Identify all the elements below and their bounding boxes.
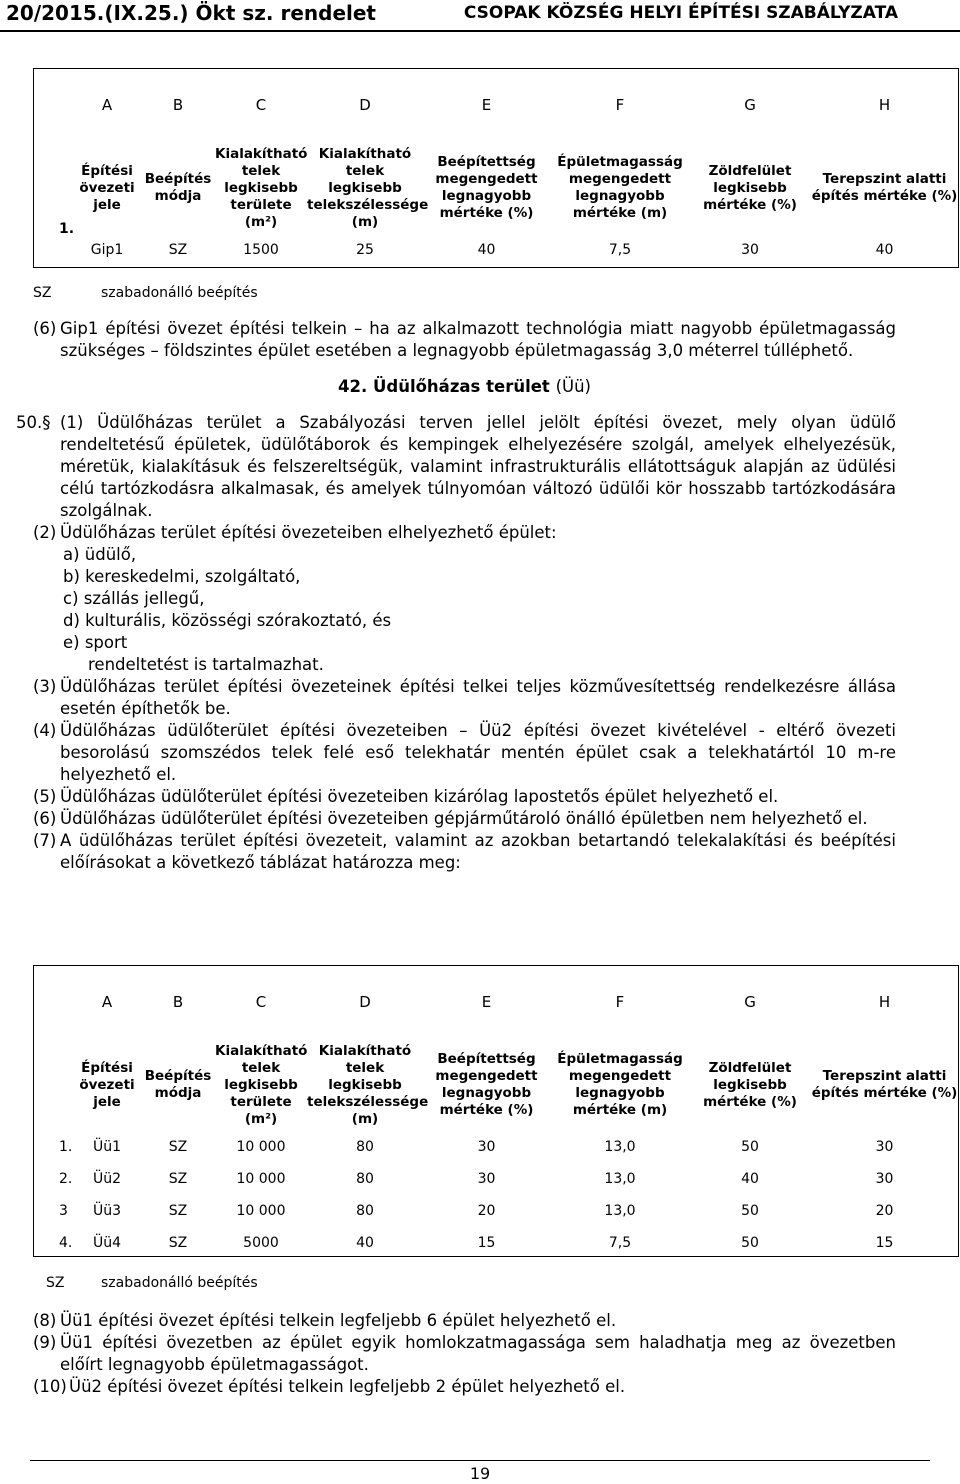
row-number: 3: [59, 1202, 68, 1219]
col-letter: E: [481, 95, 492, 114]
zoning-table-uu: [33, 965, 959, 1259]
table-row: [33, 1163, 959, 1195]
row-number: 4.: [59, 1234, 73, 1251]
paragraph-text: Üü2 építési övezet építési telkein legfeljebb 2 épület helyezhető el.: [69, 1377, 626, 1396]
table-cell: 13,0: [604, 1138, 636, 1155]
column-header: Építési övezeti jele: [79, 162, 135, 213]
col-letter: C: [255, 95, 267, 114]
table-cell: Gip1: [90, 241, 124, 258]
table-cell: 10 000: [236, 1170, 286, 1187]
column-header: Zöldfelület legkisebb mértéke (%): [703, 162, 797, 213]
table-cell: SZ: [168, 1202, 188, 1219]
table-cell: 30: [875, 1170, 894, 1187]
row-number: 1.: [59, 221, 75, 237]
table-cell: SZ: [168, 1170, 188, 1187]
row-number: 2.: [59, 1170, 73, 1187]
list-item: c) szállás jellegű,: [63, 589, 205, 608]
col-letter: G: [744, 95, 756, 114]
legend-abbreviation: SZ: [33, 285, 52, 301]
article-num: 50.: [16, 413, 43, 432]
col-letter: H: [878, 992, 891, 1011]
paragraph-text: A üdülőházas terület építési övezeteit, valamint az azokban betartandó telekalakítási és beépítési előírásokat a következő táblázat határozza meg:: [60, 831, 896, 872]
paragraph: [33, 808, 896, 830]
col-letter: B: [172, 95, 184, 114]
column-header: Épületmagasság megengedett legnagyobb mértéke (m): [557, 1051, 683, 1118]
column-header: Zöldfelület legkisebb mértéke (%): [703, 1059, 797, 1110]
table-cell: 40: [356, 1234, 374, 1251]
col-letter: B: [172, 992, 184, 1011]
paragraph-text: Üdülőházas üdülőterület építési övezeteiben kizárólag lapostetős épület helyezhető el.: [60, 787, 779, 806]
paragraph-text: Üdülőházas terület építési övezeteiben elhelyezhető épület:: [60, 523, 557, 542]
col-letter: A: [101, 992, 113, 1011]
table-cell: 7,5: [608, 1234, 632, 1251]
table-cell: 30: [477, 1138, 496, 1155]
table-cell: 5000: [243, 1234, 279, 1251]
col-letter: A: [101, 95, 113, 114]
paragraph: [33, 318, 896, 362]
paragraph: [33, 676, 896, 720]
table-row: [33, 1227, 959, 1259]
paragraph: [33, 1310, 896, 1332]
section-heading: [33, 376, 896, 398]
paragraph-text: Üü1 építési övezetben az épület egyik homlokzatmagassága sem haladhatja meg az övezetben előírt legnagyobb épületmagasságot.: [60, 1333, 896, 1374]
section-title: Üdülőházas terület: [372, 377, 550, 396]
table-cell: Üü3: [92, 1202, 122, 1219]
page-number: 19: [469, 1464, 491, 1483]
list-item: e) sport: [63, 633, 128, 652]
table-cell: 25: [356, 241, 374, 258]
paragraph: [33, 522, 896, 544]
regulation-text-end: [33, 1310, 896, 1398]
paragraph: [33, 1376, 896, 1398]
regulation-text: [16, 318, 896, 874]
table-cell: SZ: [168, 1234, 188, 1251]
column-header: Kialakítható telek legkisebb telekszélessége (m): [307, 145, 429, 230]
table-cell: 13,0: [604, 1202, 636, 1219]
table-cell: SZ: [168, 1138, 188, 1155]
paragraph-label: (2): [33, 523, 57, 542]
column-letters-row: [33, 965, 959, 1039]
table-cell: 40: [875, 241, 894, 258]
table-cell: 10 000: [236, 1138, 286, 1155]
col-letter: F: [615, 95, 625, 114]
column-header: Terepszint alatti építés mértéke (%): [811, 1068, 958, 1101]
column-header-row: [33, 1039, 959, 1131]
table-cell: Üü4: [92, 1234, 122, 1251]
legend-description: szabadonálló beépítés: [101, 285, 258, 301]
paragraph-label: (6): [33, 319, 57, 338]
table-cell: 40: [741, 1170, 759, 1187]
list-outro: rendeltetést is tartalmazhat.: [88, 655, 324, 674]
section-code: (Üü): [555, 377, 591, 396]
table-cell: 50: [741, 1202, 759, 1219]
table-cell: 40: [477, 241, 496, 258]
column-header: Kialakítható telek legkisebb területe (m²): [215, 145, 308, 230]
column-header: Beépítés módja: [144, 1068, 212, 1101]
paragraph-label: (8): [33, 1311, 57, 1330]
column-header-row: [33, 142, 959, 234]
list-item: d) kulturális, közösségi szórakoztató, és: [63, 611, 392, 630]
paragraph-label: (10): [33, 1377, 67, 1396]
paragraph-label: (9): [33, 1333, 57, 1352]
column-header: Beépítettség megengedett legnagyobb mértéke (%): [435, 1051, 538, 1118]
col-letter: E: [481, 992, 492, 1011]
column-header: Kialakítható telek legkisebb telekszélessége (m): [307, 1042, 429, 1127]
table-cell: 10 000: [236, 1202, 286, 1219]
table-cell: 13,0: [604, 1170, 636, 1187]
table-cell: 1500: [243, 241, 279, 258]
paragraph-label: (5): [33, 787, 57, 806]
paragraph-label: (6): [33, 809, 57, 828]
col-letter: C: [255, 992, 267, 1011]
table-cell: 50: [741, 1234, 759, 1251]
column-header: Épületmagasság megengedett legnagyobb mértéke (m): [557, 154, 683, 221]
paragraph: [33, 830, 896, 874]
table-cell: 50: [741, 1138, 759, 1155]
article-50: [16, 412, 896, 522]
legend-description: szabadonálló beépítés: [101, 1275, 258, 1291]
paragraph-label: (4): [33, 721, 57, 740]
paragraph: [33, 720, 896, 786]
table-cell: 7,5: [608, 241, 632, 258]
table-cell: Üü1: [92, 1138, 122, 1155]
table-cell: 15: [477, 1234, 496, 1251]
footer-rule: [30, 1460, 930, 1461]
table-cell: 80: [356, 1138, 374, 1155]
list-item: b) kereskedelmi, szolgáltató,: [63, 567, 301, 586]
col-letter: G: [744, 992, 756, 1011]
column-letters-row: [33, 68, 959, 142]
table-cell: Üü2: [92, 1170, 122, 1187]
legend-abbreviation: SZ: [46, 1275, 65, 1291]
column-header: Beépítés módja: [144, 171, 212, 204]
paragraph-text: Üdülőházas üdülőterület építési övezeteiben gépjárműtároló önálló épületben nem helyezhető el.: [60, 809, 868, 828]
table-row: [33, 1131, 959, 1163]
page-header: [0, 0, 960, 32]
section-sign: §: [42, 413, 51, 432]
col-letter: D: [359, 992, 371, 1011]
table-cell: 15: [875, 1234, 894, 1251]
table-cell: 80: [356, 1170, 374, 1187]
document-title: CSOPAK KÖZSÉG HELYI ÉPÍTÉSI SZABÁLYZATA: [463, 3, 898, 23]
col-letter: D: [359, 95, 371, 114]
column-header: Kialakítható telek legkisebb területe (m²): [215, 1042, 308, 1127]
table-cell: 80: [356, 1202, 374, 1219]
table-row: [33, 234, 959, 266]
paragraph: [33, 786, 896, 808]
paragraph-label: (3): [33, 677, 57, 696]
table-cell: 30: [741, 241, 759, 258]
table-cell: 30: [875, 1138, 894, 1155]
column-header: Építési övezeti jele: [79, 1059, 135, 1110]
zoning-table-gip: [33, 68, 959, 266]
col-letter: H: [878, 95, 891, 114]
column-header: Terepszint alatti építés mértéke (%): [811, 171, 958, 204]
regulation-number: 20/2015.(IX.25.) Ökt sz. rendelet: [6, 1, 376, 25]
col-letter: F: [615, 992, 625, 1011]
list-item: a) üdülő,: [63, 545, 137, 564]
table-cell: 20: [875, 1202, 894, 1219]
paragraph-text: (1) Üdülőházas terület a Szabályozási terven jellel jelölt építési övezet, mely olyan üdülő rendeltetésű épületek, üdülőtáborok és kempingek elhelyezésére szolgál, amelyek elhelyezésük, méretük, kialakításuk és felszereltségük, valamint infrastrukturális ellátottságuk alapján az üdülési célú tartózkodásra alkalmasak, és amelyek túlnyomóan változó üdülői kör hosszabb tartózkodására szolgálnak.: [60, 413, 896, 520]
table-cell: SZ: [168, 241, 188, 258]
paragraph-text: Gip1 építési övezet építési telkein – ha az alkalmazott technológia miatt nagyobb épületmagasság szükséges – földszintes épület esetében a legnagyobb épületmagasság 3,0 méterrel túlléphető.: [60, 319, 896, 360]
paragraph: [33, 1332, 896, 1376]
table-row: [33, 1195, 959, 1227]
paragraph-text: Üdülőházas terület építési övezeteinek építési telkei teljes közművesítettség rendelkezésre állása esetén építhetők be.: [60, 677, 896, 718]
column-header: Beépítettség megengedett legnagyobb mértéke (%): [435, 154, 538, 221]
table-cell: 20: [477, 1202, 496, 1219]
row-number: 1.: [59, 1138, 73, 1155]
paragraph-label: (7): [33, 831, 57, 850]
paragraph-text: Üdülőházas üdülőterület építési övezeteiben – Üü2 építési övezet kivételével - eltérő övezeti besorolású szomszédos telek felé eső telekhatár mentén épület csak a telekhatártól 10 m-re helyezhető el.: [60, 721, 896, 784]
section-number: 42.: [338, 377, 368, 396]
table-cell: 30: [477, 1170, 496, 1187]
article-number: [16, 412, 51, 434]
paragraph-text: Üü1 építési övezet építési telkein legfeljebb 6 épület helyezhető el.: [60, 1311, 617, 1330]
